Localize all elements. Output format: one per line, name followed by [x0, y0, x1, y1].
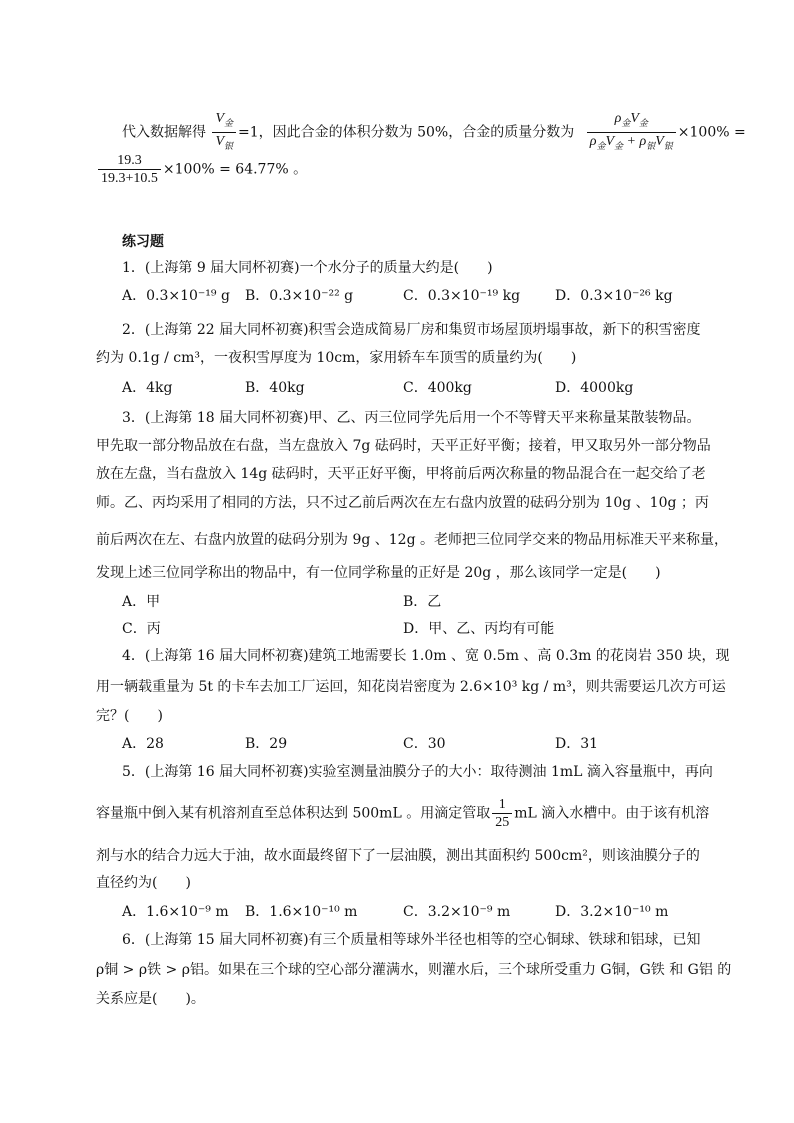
- q4-option-c: C．30: [403, 736, 446, 752]
- q5-option-a: A．1.6×10⁻⁹ m: [122, 904, 229, 920]
- q5-option-c: C．3.2×10⁻⁹ m: [403, 904, 511, 920]
- section-title: 练习题: [122, 234, 164, 250]
- question-5-line-1: 5．(上海第 16 届大同杯初赛)实验室测量油膜分子的大小：取待测油 1mL 滴入容量瓶中，再向: [122, 764, 713, 780]
- q4-option-b: B．29: [245, 736, 288, 752]
- question-2-line-2: 约为 0.1g / cm³，一夜积雪厚度为 10cm，家用轿车车顶雪的质量约为( ): [96, 350, 577, 366]
- question-4-line-3: 完？( ): [96, 708, 163, 724]
- q3-option-d: D．甲、乙、丙均有可能: [403, 621, 555, 637]
- q2-option-d: D．4000kg: [555, 380, 634, 396]
- question-3-line-4: 师。乙、丙均采用了相同的方法，只不过乙前后两次在左右盘内放置的砝码分别为 10g 、10g ；丙: [96, 495, 709, 511]
- q3-option-c: C．丙: [122, 621, 161, 637]
- q3-option-b: B．乙: [403, 594, 442, 610]
- question-1-stem: 1．(上海第 9 届大同杯初赛)一个水分子的质量大约是( ): [122, 260, 493, 276]
- intro-text-a: 代入数据解得: [122, 124, 206, 141]
- q1-option-b: B．0.3×10⁻²² g: [245, 288, 354, 304]
- question-2-line-1: 2．(上海第 22 届大同杯初赛)积雪会造成简易厂房和集贸市场屋顶坍塌事故，新下的积雪密度: [122, 322, 701, 338]
- q1-option-d: D．0.3×10⁻²⁶ kg: [555, 288, 673, 304]
- question-5-line-4: 直径约为( ): [96, 875, 191, 891]
- question-3-line-3: 放在左盘，当右盘放入 14g 砝码时，天平正好平衡，甲将前后两次称量的物品混合在一起交给了老: [96, 466, 706, 482]
- question-5-line-2: 容量瓶中倒入某有机溶剂直至总体积达到 500mL 。用滴定管取 $\frac{1}{25}$ mL 滴入水槽中。由于该有机溶: [96, 797, 710, 830]
- q2-option-a: A．4kg: [122, 380, 173, 396]
- intro-text-b: =1，因此合金的体积分数为 50%，合金的质量分数为: [238, 124, 575, 141]
- q3-option-a: A．甲: [122, 594, 161, 610]
- question-3-line-1: 3．(上海第 18 届大同杯初赛)甲、乙、丙三位同学先后用一个不等臂天平来称量某散装物品。: [122, 410, 701, 426]
- q2-option-c: C．400kg: [403, 380, 472, 396]
- question-6-line-3: 关系应是( )。: [96, 991, 205, 1007]
- question-3-line-6: 发现上述三位同学称出的物品中，有一位同学称量的正好是 20g ，那么该同学一定是( ): [96, 565, 661, 581]
- mass-percent-fraction: $\frac{19.3}{19.3+10.5}$: [98, 152, 161, 187]
- question-5-line-3: 剂与水的结合力远大于油，故水面最终留下了一层油膜，测出其面积约 500cm²，则该油膜分子的: [96, 848, 700, 864]
- one-over-25-fraction: $\frac{1}{25}$: [492, 796, 512, 831]
- intro-result: ×100% = 64.77% 。: [162, 161, 308, 178]
- q1-option-a: A．0.3×10⁻¹⁹ g: [122, 288, 230, 304]
- question-4-line-1: 4．(上海第 16 届大同杯初赛)建筑工地需要长 1.0m 、宽 0.5m 、高 0.3m 的花岗岩 350 块，现: [122, 648, 730, 664]
- q1-option-c: C．0.3×10⁻¹⁹ kg: [403, 288, 521, 304]
- volume-ratio-fraction: $\frac{V_金}{V_银}$: [212, 110, 236, 155]
- question-6-line-1: 6．(上海第 15 届大同杯初赛)有三个质量相等球外半径也相等的空心铜球、铁球和铝球，已知: [122, 932, 701, 948]
- mass-fraction-formula: $\frac{\rho_金V_金}{\rho_金V_金 + \rho_银V_银}$: [587, 110, 676, 155]
- intro-line-2: [96, 152, 307, 187]
- question-6-line-2: ρ铜 > ρ铁 > ρ铝。如果在三个球的空心部分灌满水，则灌水后，三个球所受重力 G铜，G铁 和 G铝 的: [96, 962, 732, 978]
- q5-option-d: D．3.2×10⁻¹⁰ m: [555, 904, 669, 920]
- intro-text-c: ×100% =: [677, 124, 746, 141]
- q2-option-b: B．40kg: [245, 380, 305, 396]
- question-3-line-5: 前后两次在左、右盘内放置的砝码分别为 9g 、12g 。老师把三位同学交来的物品用标准天平来称量，: [96, 532, 728, 548]
- question-4-line-2: 用一辆载重量为 5t 的卡车去加工厂运回，知花岗岩密度为 2.6×10³ kg / m³，则共需要运几次方可运: [96, 679, 726, 695]
- q4-option-a: A．28: [122, 736, 164, 752]
- q4-option-d: D．31: [555, 736, 599, 752]
- question-3-line-2: 甲先取一部分物品放在右盘，当左盘放入 7g 砝码时，天平正好平衡；接着，甲又取另外一部分物品: [96, 438, 711, 454]
- intro-line-1: [122, 110, 746, 155]
- q5-option-b: B．1.6×10⁻¹⁰ m: [245, 904, 358, 920]
